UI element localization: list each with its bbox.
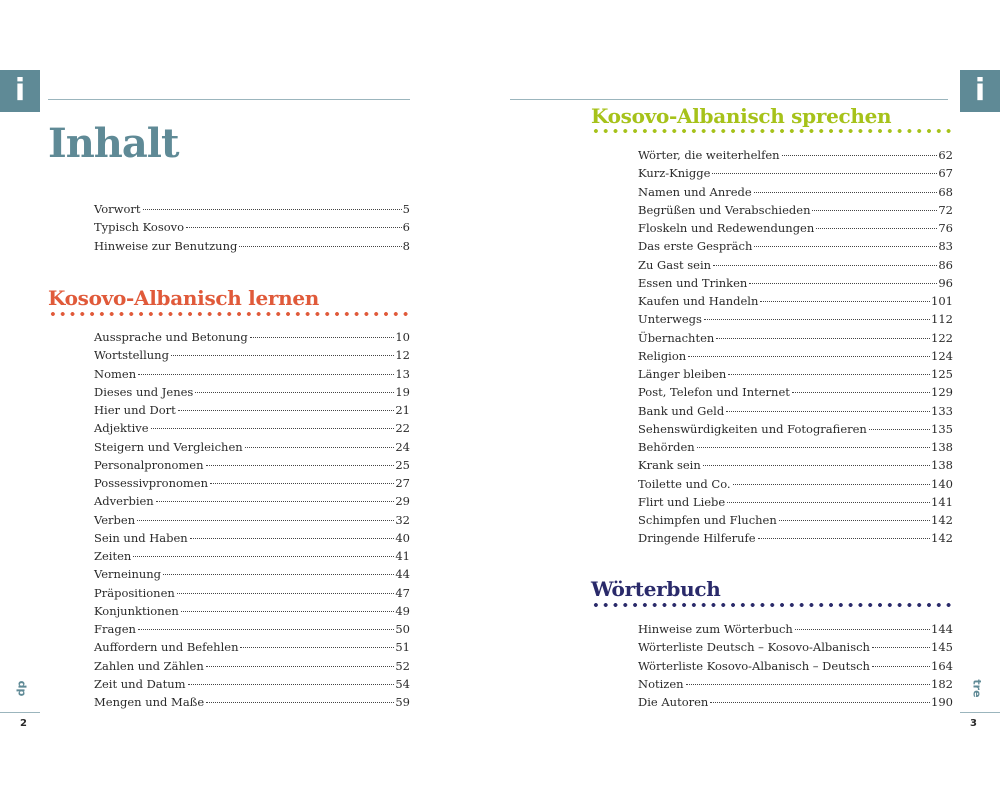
toc-dot-leader xyxy=(206,666,395,667)
section-heading-sprechen: Kosovo-Albanisch sprechen xyxy=(591,104,892,128)
toc-dot-leader xyxy=(812,210,937,211)
toc-entry xyxy=(638,276,953,294)
toc-entry-page: 122 xyxy=(931,330,953,345)
toc-dot-leader xyxy=(206,465,395,466)
toc-entry xyxy=(94,239,410,257)
page-title: Inhalt xyxy=(48,120,179,167)
toc-entry-page: 62 xyxy=(938,148,953,162)
toc-dot-leader xyxy=(206,702,394,703)
toc-entry xyxy=(638,185,953,203)
toc-dot-leader xyxy=(697,447,930,448)
toc-dot-leader xyxy=(151,428,395,429)
toc-entry xyxy=(638,367,953,385)
toc-dot-leader xyxy=(754,246,937,247)
toc-dot-leader xyxy=(190,538,395,539)
toc-entry xyxy=(94,440,410,458)
toc-entry-page: 29 xyxy=(395,494,410,509)
toc-dot-leader xyxy=(710,702,930,703)
toc-dot-leader xyxy=(177,593,395,594)
toc-entry xyxy=(638,331,953,349)
toc-entry-page: 52 xyxy=(395,658,410,673)
toc-entry-label: Konjunktionen xyxy=(94,603,179,618)
toc-entry-label: Zeit und Datum xyxy=(94,676,186,691)
toc-entry-page: 190 xyxy=(931,695,953,709)
toc-entry xyxy=(638,458,953,476)
toc-entry-label: Die Autoren xyxy=(638,695,709,709)
toc-entry xyxy=(94,622,410,640)
toc-dot-leader xyxy=(195,392,394,393)
toc-dot-leader xyxy=(239,246,401,247)
toc-entry-label: Auffordern und Befehlen xyxy=(94,640,239,655)
toc-entry xyxy=(638,239,953,257)
toc-dot-leader xyxy=(178,410,395,411)
toc-entry-label: Übernachten xyxy=(638,330,715,345)
toc-entry-label: Wortstellung xyxy=(94,348,169,363)
toc-entry-label: Zahlen und Zählen xyxy=(94,658,204,673)
toc-entry-page: 138 xyxy=(931,458,953,473)
toc-dot-leader xyxy=(872,647,930,648)
toc-dot-leader xyxy=(138,374,394,375)
toc-entry-label: Flirt und Liebe xyxy=(638,494,726,509)
toc-entry xyxy=(638,477,953,495)
toc-entry xyxy=(638,166,953,184)
footer-rule xyxy=(960,712,1000,713)
toc-entry-label: Adjektive xyxy=(94,421,149,436)
toc-entry-page: 50 xyxy=(395,622,410,636)
toc-entry-label: Essen und Trinken xyxy=(638,275,748,290)
toc-entry-label: Mengen und Maße xyxy=(94,695,205,709)
toc-entry-page: 135 xyxy=(931,421,953,436)
toc-entry-page: 10 xyxy=(395,330,410,344)
toc-entry-page: 6 xyxy=(402,220,410,235)
toc-dot-leader xyxy=(181,611,395,612)
toc-dot-leader xyxy=(704,319,930,320)
info-badge: i xyxy=(0,70,40,112)
toc-entry-page: 54 xyxy=(395,676,410,691)
toc-dot-leader xyxy=(171,355,394,356)
toc-entry xyxy=(94,202,410,220)
toc-entry-label: Personalpronomen xyxy=(94,457,204,472)
toc-entry-label: Unterwegs xyxy=(638,312,702,327)
toc-dot-leader xyxy=(795,629,930,630)
toc-entry xyxy=(94,695,410,713)
toc-entry-label: Zu Gast sein xyxy=(638,257,712,272)
intro-toc-list xyxy=(94,202,410,257)
toc-dot-leader xyxy=(779,520,930,521)
toc-entry-page: 124 xyxy=(931,348,953,363)
toc-dot-leader xyxy=(188,684,395,685)
toc-entry-label: Typisch Kosovo xyxy=(94,220,185,235)
toc-entry-page: 68 xyxy=(938,184,953,199)
toc-entry-page: 182 xyxy=(931,676,953,691)
toc-entry-page: 25 xyxy=(395,457,410,472)
section-heading-woerterbuch: Wörterbuch xyxy=(591,577,721,601)
toc-entry-label: Namen und Anrede xyxy=(638,184,752,199)
toc-entry-page: 19 xyxy=(395,384,410,399)
toc-entry-label: Toilette und Co. xyxy=(638,476,731,491)
toc-entry xyxy=(638,495,953,513)
lernen-toc-list xyxy=(94,330,410,713)
side-label: dp xyxy=(15,680,29,697)
toc-dot-leader xyxy=(749,283,937,284)
toc-entry-page: 101 xyxy=(931,294,953,308)
toc-entry xyxy=(638,349,953,367)
toc-entry xyxy=(638,677,953,695)
toc-entry-label: Verben xyxy=(94,512,136,527)
toc-entry xyxy=(94,513,410,531)
toc-dot-leader xyxy=(156,501,395,502)
toc-entry-label: Aussprache und Betonung xyxy=(94,330,248,344)
toc-entry xyxy=(94,549,410,567)
toc-dot-leader xyxy=(686,684,930,685)
toc-entry-page: 133 xyxy=(931,403,953,418)
toc-dot-leader xyxy=(186,227,402,228)
toc-dot-leader xyxy=(726,411,930,412)
toc-entry xyxy=(94,403,410,421)
toc-entry xyxy=(638,221,953,239)
toc-entry-label: Nomen xyxy=(94,366,137,381)
sprechen-toc-list xyxy=(638,148,953,550)
toc-entry-label: Das erste Gespräch xyxy=(638,239,753,254)
toc-entry-page: 8 xyxy=(402,238,410,253)
toc-entry xyxy=(94,385,410,403)
toc-entry xyxy=(94,659,410,677)
toc-entry-page: 51 xyxy=(395,640,410,655)
toc-entry xyxy=(94,476,410,494)
toc-entry-page: 47 xyxy=(395,585,410,600)
toc-dot-leader xyxy=(760,301,930,302)
toc-entry xyxy=(638,294,953,312)
toc-entry-page: 141 xyxy=(931,494,953,509)
toc-entry-page: 67 xyxy=(938,166,953,181)
toc-entry-page: 142 xyxy=(931,513,953,527)
toc-entry-page: 129 xyxy=(931,385,953,400)
toc-entry-label: Wörter, die weiterhelfen xyxy=(638,148,780,162)
toc-entry xyxy=(638,203,953,221)
header-rule xyxy=(48,99,410,100)
toc-entry xyxy=(94,494,410,512)
toc-entry xyxy=(94,330,410,348)
right-page xyxy=(500,0,1000,800)
toc-entry-page: 24 xyxy=(395,439,410,454)
toc-dot-leader xyxy=(713,265,937,266)
toc-entry-page: 44 xyxy=(395,567,410,582)
page-number: 2 xyxy=(20,718,27,729)
toc-entry-label: Steigern und Vergleichen xyxy=(94,439,243,454)
toc-entry-label: Behörden xyxy=(638,440,695,454)
toc-entry-label: Sehenswürdigkeiten und Fotografieren xyxy=(638,421,867,436)
toc-dot-leader xyxy=(138,629,394,630)
toc-dot-leader xyxy=(716,338,930,339)
toc-entry xyxy=(94,367,410,385)
toc-entry xyxy=(94,677,410,695)
toc-entry xyxy=(94,567,410,585)
toc-entry xyxy=(638,148,953,166)
toc-entry-page: 49 xyxy=(395,603,410,618)
toc-dot-leader xyxy=(240,647,394,648)
toc-entry xyxy=(638,640,953,658)
toc-entry xyxy=(94,220,410,238)
toc-entry-page: 22 xyxy=(395,421,410,436)
toc-entry-page: 72 xyxy=(938,202,953,217)
section-heading-lernen: Kosovo-Albanisch lernen xyxy=(48,286,320,310)
toc-dot-leader xyxy=(703,465,930,466)
toc-entry-page: 41 xyxy=(395,549,410,563)
toc-entry-page: 76 xyxy=(938,221,953,235)
toc-dot-leader xyxy=(688,356,930,357)
toc-entry-label: Notizen xyxy=(638,676,684,691)
toc-entry-label: Zeiten xyxy=(94,549,132,563)
toc-dot-leader xyxy=(728,374,930,375)
heading-dots-sprechen xyxy=(591,129,953,133)
toc-dot-leader xyxy=(163,574,394,575)
toc-entry-page: 112 xyxy=(931,312,953,327)
toc-entry-page: 40 xyxy=(395,530,410,545)
toc-entry-label: Vorwort xyxy=(94,202,141,216)
toc-entry-label: Krank sein xyxy=(638,458,701,473)
toc-entry xyxy=(94,421,410,439)
toc-entry-label: Post, Telefon und Internet xyxy=(638,385,790,400)
toc-entry-page: 96 xyxy=(938,275,953,290)
toc-entry-label: Sein und Haben xyxy=(94,530,188,545)
footer-rule xyxy=(0,712,40,713)
toc-entry xyxy=(94,604,410,622)
toc-entry-page: 164 xyxy=(931,658,953,673)
toc-dot-leader xyxy=(245,447,395,448)
toc-entry xyxy=(638,312,953,330)
toc-entry-label: Präpositionen xyxy=(94,585,175,600)
toc-entry-page: 12 xyxy=(395,348,410,363)
toc-dot-leader xyxy=(872,666,930,667)
toc-entry-label: Länger bleiben xyxy=(638,367,727,381)
toc-dot-leader xyxy=(712,173,937,174)
toc-dot-leader xyxy=(137,520,394,521)
toc-dot-leader xyxy=(133,556,394,557)
heading-dots-woerterbuch xyxy=(591,603,953,607)
toc-entry xyxy=(638,513,953,531)
toc-entry-page: 13 xyxy=(395,366,410,381)
woerterbuch-toc-list xyxy=(638,622,953,713)
toc-entry xyxy=(94,458,410,476)
toc-entry-label: Floskeln und Redewendungen xyxy=(638,221,815,235)
toc-entry-page: 83 xyxy=(938,239,953,254)
toc-entry-label: Fragen xyxy=(94,622,136,636)
toc-dot-leader xyxy=(733,484,930,485)
toc-entry xyxy=(638,622,953,640)
toc-entry-label: Adverbien xyxy=(94,494,154,509)
toc-entry xyxy=(638,440,953,458)
toc-entry-page: 144 xyxy=(931,622,953,636)
toc-entry-label: Kurz-Knigge xyxy=(638,166,711,181)
toc-entry-page: 142 xyxy=(931,531,953,546)
toc-entry-page: 59 xyxy=(395,695,410,709)
toc-dot-leader xyxy=(758,538,930,539)
toc-entry xyxy=(94,531,410,549)
toc-entry-page: 21 xyxy=(395,403,410,417)
toc-entry xyxy=(638,385,953,403)
toc-entry-label: Kaufen und Handeln xyxy=(638,294,759,308)
toc-entry-label: Wörterliste Kosovo-Albanisch – Deutsch xyxy=(638,658,870,673)
toc-entry-label: Dieses und Jenes xyxy=(94,384,194,399)
toc-entry-label: Possessivpronomen xyxy=(94,476,209,490)
toc-entry-label: Verneinung xyxy=(94,567,162,582)
toc-entry xyxy=(94,640,410,658)
toc-entry-page: 27 xyxy=(395,476,410,490)
toc-entry xyxy=(638,258,953,276)
toc-dot-leader xyxy=(754,192,938,193)
heading-dots-lernen xyxy=(48,312,410,316)
toc-entry-label: Hier und Dort xyxy=(94,403,176,417)
toc-entry-label: Hinweise zur Benutzung xyxy=(94,238,238,253)
toc-entry xyxy=(638,404,953,422)
toc-dot-leader xyxy=(869,429,930,430)
toc-entry-page: 145 xyxy=(931,640,953,655)
toc-entry-label: Hinweise zum Wörterbuch xyxy=(638,622,793,636)
toc-entry-page: 138 xyxy=(931,440,953,454)
page-number: 3 xyxy=(970,718,977,729)
toc-entry-page: 86 xyxy=(938,257,953,272)
toc-dot-leader xyxy=(816,228,937,229)
info-badge: i xyxy=(960,70,1000,112)
toc-entry-label: Schimpfen und Fluchen xyxy=(638,513,777,527)
header-rule xyxy=(510,99,948,100)
toc-entry-label: Dringende Hilferufe xyxy=(638,531,756,546)
toc-entry-label: Bank und Geld xyxy=(638,403,725,418)
toc-dot-leader xyxy=(792,392,930,393)
toc-entry xyxy=(638,659,953,677)
toc-entry xyxy=(638,422,953,440)
toc-dot-leader xyxy=(250,337,395,338)
toc-dot-leader xyxy=(727,502,930,503)
toc-entry xyxy=(638,531,953,549)
toc-dot-leader xyxy=(782,155,938,156)
toc-entry-page: 125 xyxy=(931,367,953,381)
toc-dot-leader xyxy=(143,209,402,210)
side-label: tre xyxy=(970,679,984,698)
toc-entry xyxy=(94,586,410,604)
toc-entry-page: 5 xyxy=(402,202,410,216)
toc-entry xyxy=(638,695,953,713)
toc-entry-page: 140 xyxy=(931,476,953,491)
toc-entry-label: Begrüßen und Verabschieden xyxy=(638,202,811,217)
toc-entry-label: Religion xyxy=(638,348,687,363)
toc-entry-page: 32 xyxy=(395,512,410,527)
toc-dot-leader xyxy=(210,483,394,484)
toc-entry-label: Wörterliste Deutsch – Kosovo-Albanisch xyxy=(638,640,870,655)
toc-entry xyxy=(94,348,410,366)
